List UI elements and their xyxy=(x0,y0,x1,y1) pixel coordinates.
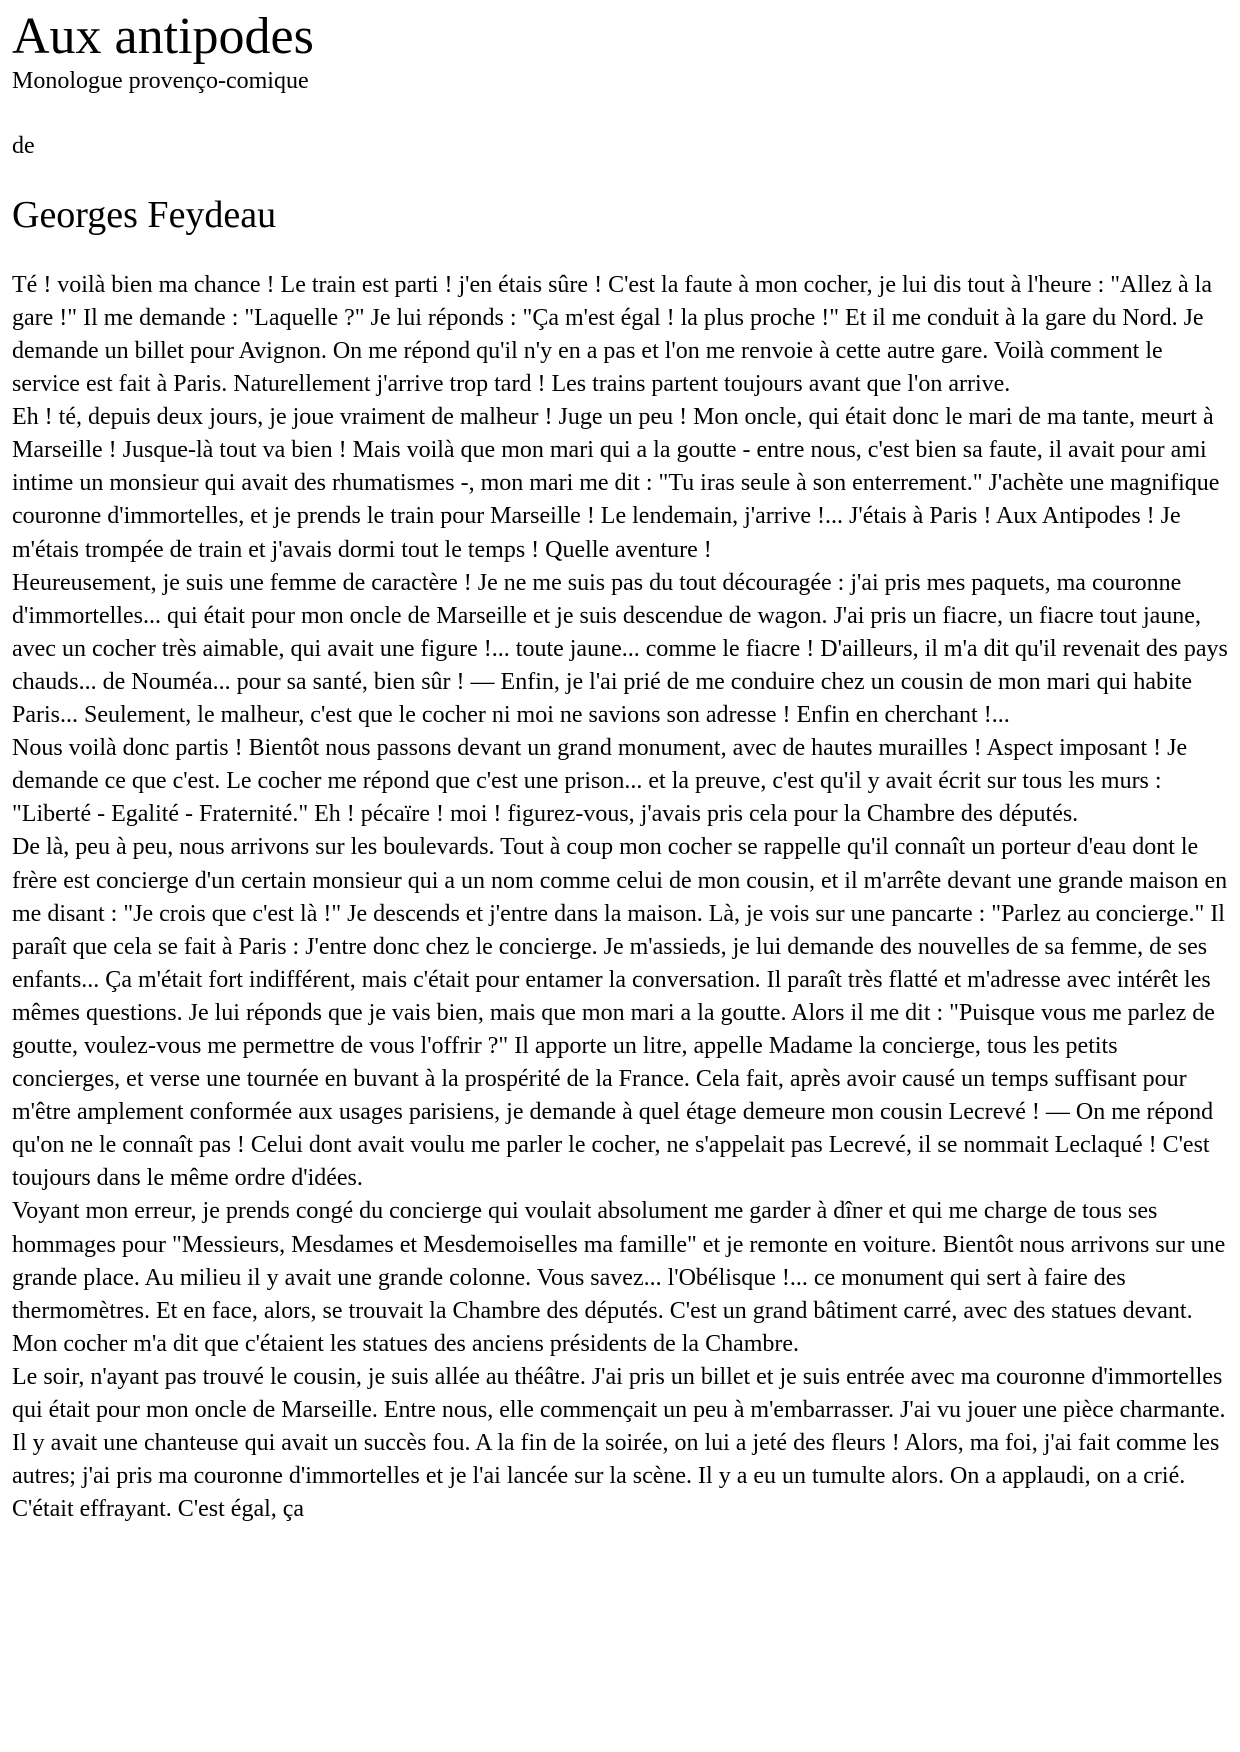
author-name: Georges Feydeau xyxy=(12,194,277,237)
paragraph: De là, peu à peu, nous arrivons sur les boulevards. Tout à coup mon cocher se rappelle qu'il connaît un porteur d'eau dont le frère est concierge d'un certain monsieur qui a un nom comme celui de mon cousin, et il m'arrête devant une grande maison en me disant : "Je crois que c'est là !" Je descends et j'entre dans la maison. Là, je vois sur une pancarte : "Parlez au concierge." Il paraît que cela se fait à Paris : J'entre donc chez le concierge. Je m'assieds, je lui demande des nouvelles de sa femme, de ses enfants... Ça m'était fort indifférent, mais c'était pour entamer la conversation. Il paraît très flatté et m'adresse avec intérêt les mêmes questions. Je lui réponds que je vais bien, mais que mon mari a la goutte. Alors il me dit : "Puisque vous me parlez de goutte, voulez-vous me permettre de vous l'offrir ?" Il apporte un litre, appelle Madame la concierge, tous les petits concierges, et verse une tournée en buvant à la prospérité de la France. Cela fait, après avoir causé un temps suffisant pour m'être amplement conformée aux usages parisiens, je demande à quel étage demeure mon cousin Lecrevé ! — On me répond qu'on ne le connaît pas ! Celui dont avait voulu me parler le cocher, ne s'appelait pas Lecrevé, il se nommait Leclaqué ! C'est toujours dans le même ordre d'idées. xyxy=(12,834,1228,1192)
paragraph: Voyant mon erreur, je prends congé du concierge qui voulait absolument me garder à dîner et qui me charge de tous ses hommages pour "Messieurs, Mesdames et Mesdemoiselles ma famille" et je remonte en voiture. Bientôt nous arrivons sur une grande place. Au milieu il y avait une grande colonne. Vous savez... l'Obélisque !... ce monument qui sert à faire des thermomètres. Et en face, alors, se trouvait la Chambre des députés. C'est un grand bâtiment carré, avec des statues devant. Mon cocher m'a dit que c'étaient les statues des anciens présidents de la Chambre. xyxy=(12,1198,1226,1357)
byline-prefix: de xyxy=(12,133,35,160)
document-title: Aux antipodes xyxy=(12,8,314,65)
paragraph: Heureusement, je suis une femme de caractère ! Je ne me suis pas du tout découragée : j'ai pris mes paquets, ma couronne d'immortelles... qui était pour mon oncle de Marseille et je suis descendue de wagon. J'ai pris un fiacre, un fiacre tout jaune, avec un cocher très aimable, qui avait une figure !... toute jaune... comme le fiacre ! D'ailleurs, il m'a dit qu'il revenait des pays chauds... de Nouméa... pour sa santé, bien sûr ! — Enfin, je l'ai prié de me conduire chez un cousin de mon mari qui habite Paris... Seulement, le malheur, c'est que le cocher ni moi ne savions son adresse ! Enfin en cherchant !... xyxy=(12,569,1228,729)
paragraph: Eh ! té, depuis deux jours, je joue vraiment de malheur ! Juge un peu ! Mon oncle, qui était donc le mari de ma tante, meurt à Marseille ! Jusque-là tout va bien ! Mais voilà que mon mari qui a la goutte - entre nous, c'est bien sa faute, il avait pour ami intime un monsieur qui avait des rhumatismes -, mon mari me dit : "Tu iras seule à son enterrement." J'achète une magnifique couronne d'immortelles, et je prends le train pour Marseille ! Le lendemain, j'arrive !... J'étais à Paris ! Aux Antipodes ! Je m'étais trompée de train et j'avais dormi tout le temps ! Quelle aventure ! xyxy=(12,404,1220,563)
paragraph: Nous voilà donc partis ! Bientôt nous passons devant un grand monument, avec de hautes murailles ! Aspect imposant ! Je demande ce que c'est. Le cocher me répond que c'est une prison... et la preuve, c'est qu'il y avait écrit sur tous les murs : "Liberté - Egalité - Fraternité." Eh ! pécaïre ! moi ! figurez-vous, j'avais pris cela pour la Chambre des députés. xyxy=(12,735,1188,828)
monologue-text xyxy=(12,269,1228,1527)
paragraph: Le soir, n'ayant pas trouvé le cousin, je suis allée au théâtre. J'ai pris un billet et je suis entrée avec ma couronne d'immortelles qui était pour mon oncle de Marseille. Entre nous, elle commençait un peu à m'embarrasser. J'ai vu jouer une pièce charmante. Il y avait une chanteuse qui avait un succès fou. A la fin de la soirée, on lui a jeté des fleurs ! Alors, ma foi, j'ai fait comme les autres; j'ai pris ma couronne d'immortelles et je l'ai lancée sur la scène. Il y a eu un tumulte alors. On a applaudi, on a crié. C'était effrayant. C'est égal, ça xyxy=(12,1363,1226,1523)
document-subtitle: Monologue provenço-comique xyxy=(12,68,309,95)
paragraph: Té ! voilà bien ma chance ! Le train est parti ! j'en étais sûre ! C'est la faute à mon cocher, je lui dis tout à l'heure : "Allez à la gare !" Il me demande : "Laquelle ?" Je lui réponds : "Ça m'est égal ! la plus proche !" Et il me conduit à la gare du Nord. Je demande un billet pour Avignon. On me répond qu'il n'y en a pas et l'on me renvoie à cette autre gare. Voilà comment le service est fait à Paris. Naturellement j'arrive trop tard ! Les trains partent toujours avant que l'on arrive. xyxy=(12,271,1212,398)
